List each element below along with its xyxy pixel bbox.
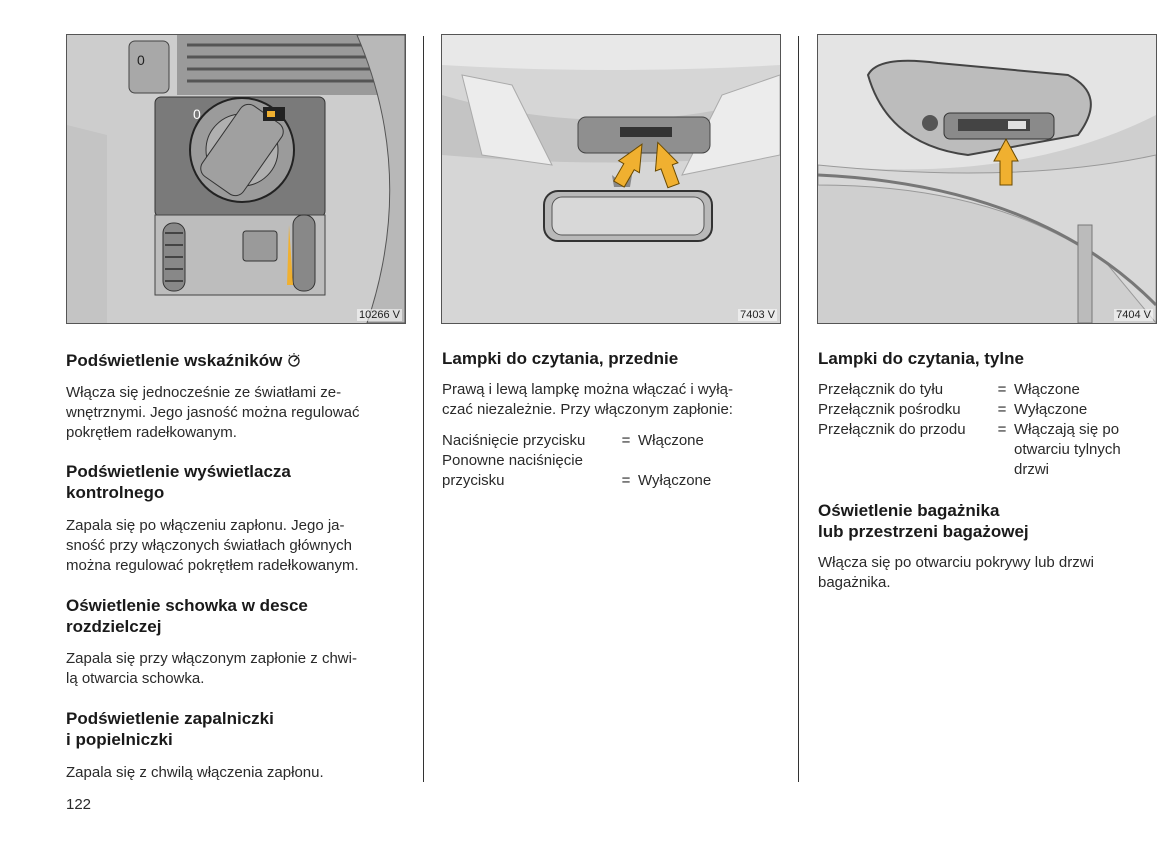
para-control-display: Zapala się po włączeniu zapłonu. Jego ja- sność przy włączonych światłach głównych można regulować pokrętłem radełkowanym. xyxy=(66,517,359,574)
right-column xyxy=(818,348,1148,591)
svg-text:0: 0 xyxy=(137,52,145,68)
front-reading-lamp-illustration xyxy=(442,35,780,323)
para-glovebox-light: Zapala się przy włączonym zapłonie z chwi- lą otwarcia schowka. xyxy=(66,650,357,687)
table-row: Przełącznik do tyłu = Włączone xyxy=(818,381,1080,398)
column-rule-1 xyxy=(423,36,424,782)
instrument-illumination-icon xyxy=(286,352,302,373)
figure-light-switch xyxy=(66,34,406,324)
middle-column xyxy=(442,348,782,489)
table-row: drzwi xyxy=(1014,461,1050,478)
heading-instrument-illumination: Podświetlenie wskaźników xyxy=(66,350,406,373)
figure-front-reading-lamp xyxy=(441,34,781,324)
figure-rear-reading-lamp xyxy=(817,34,1157,324)
para-instrument-illumination: Włącza się jednocześnie ze światłami ze- wnętrznymi. Jego jasność można regulować pokrętłem radełkowanym. xyxy=(66,384,360,441)
heading-control-display: Podświetlenie wyświetlacza kontrolnego xyxy=(66,462,291,502)
heading-rear-reading-lamps: Lampki do czytania, tylne xyxy=(818,349,1024,368)
figure-code: 7404 V xyxy=(1116,309,1151,321)
heading-glovebox-light: Oświetlenie schowka w desce rozdzielczej xyxy=(66,596,308,636)
table-row: Naciśnięcie przycisku = Włączone xyxy=(442,432,704,449)
figure-code: 10266 V xyxy=(359,309,400,321)
para-lighter-light: Zapala się z chwilą włączenia zapłonu. xyxy=(66,764,324,781)
heading-trunk-light: Oświetlenie bagażnika lub przestrzeni bagażowej xyxy=(818,501,1029,541)
table-row: otwarciu tylnych xyxy=(1014,441,1121,458)
para-front-reading-lamps: Prawą i lewą lampkę można włączać i wyłą- czać niezależnie. Przy włączonym zapłonie: xyxy=(442,381,733,418)
heading-front-reading-lamps: Lampki do czytania, przednie xyxy=(442,349,679,368)
rear-reading-lamp-illustration xyxy=(818,35,1156,323)
table-row: Przełącznik do przodu = Włączają się po xyxy=(818,421,1120,438)
column-rule-2 xyxy=(798,36,799,782)
table-row: przycisku = Wyłączone xyxy=(442,472,712,489)
figure-code: 7403 V xyxy=(740,309,775,321)
table-row: Przełącznik pośrodku = Wyłączone xyxy=(818,401,1088,418)
front-lamp-table xyxy=(442,431,742,491)
svg-text:0: 0 xyxy=(193,106,201,122)
left-column xyxy=(66,350,406,781)
page-number: 122 xyxy=(66,796,92,813)
heading-lighter-light: Podświetlenie zapalniczki i popielniczki xyxy=(66,709,274,749)
para-trunk-light: Włącza się po otwarciu pokrywy lub drzwi bagażnika. xyxy=(818,554,1094,591)
table-row: Ponowne naciśnięcie xyxy=(442,452,583,469)
dashboard-light-switch-illustration xyxy=(67,35,405,323)
rear-lamp-table xyxy=(818,380,1148,480)
